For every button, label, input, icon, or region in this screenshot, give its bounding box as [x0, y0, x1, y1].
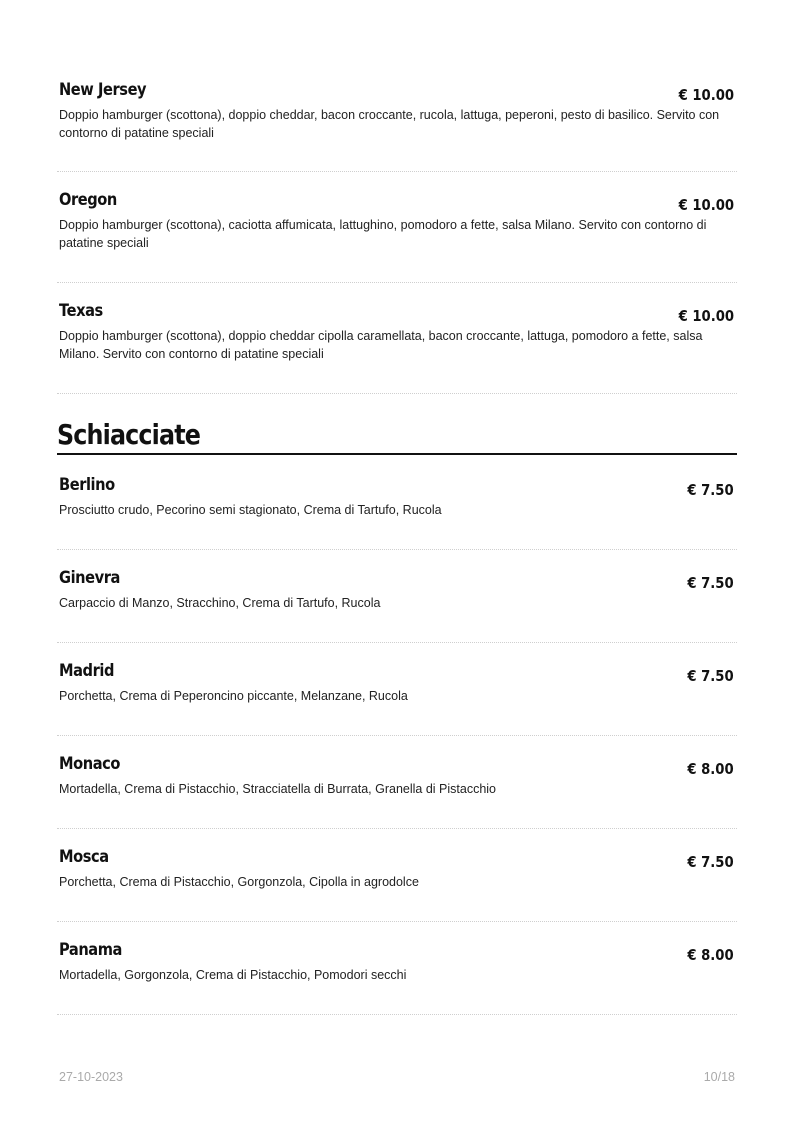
item-name: Oregon: [59, 190, 117, 210]
item-description: Carpaccio di Manzo, Stracchino, Crema di Tartufo, Rucola: [59, 596, 381, 610]
item-price: € 10.00: [678, 86, 734, 104]
item-description: Mortadella, Crema di Pistacchio, Stracciatella di Burrata, Granella di Pistacchio: [59, 782, 496, 796]
item-price: € 7.50: [687, 574, 734, 592]
item-name: New Jersey: [59, 80, 147, 100]
item-price: € 7.50: [687, 481, 734, 499]
menu-item: [57, 754, 737, 829]
item-name: Madrid: [59, 661, 114, 681]
menu-item: [57, 661, 737, 736]
menu-item: [57, 940, 737, 1015]
item-name: Monaco: [59, 754, 121, 774]
item-price: € 10.00: [678, 196, 734, 214]
item-description: Prosciutto crudo, Pecorino semi stagionato, Crema di Tartufo, Rucola: [59, 503, 442, 517]
item-name: Texas: [59, 301, 103, 321]
page-number: 10/18: [703, 1070, 735, 1084]
page-footer: [59, 1070, 735, 1084]
item-price: € 8.00: [687, 946, 734, 964]
item-description: Porchetta, Crema di Peperoncino piccante, Melanzane, Rucola: [59, 689, 408, 703]
item-description: Doppio hamburger (scottona), doppio cheddar cipolla caramellata, bacon croccante, lattuga, pomodoro a fette, salsa Milano. Servito con contorno di patatine speciali: [59, 329, 703, 361]
menu-item: [57, 80, 737, 172]
item-description: Doppio hamburger (scottona), caciotta affumicata, lattughino, pomodoro a fette, salsa Milano. Servito con contorno di patatine speciali: [59, 218, 707, 250]
menu-item: [57, 568, 737, 643]
footer-date: 27-10-2023: [59, 1070, 123, 1084]
menu-item: [57, 475, 737, 550]
menu-item: [57, 847, 737, 922]
item-name: Berlino: [59, 475, 115, 495]
item-price: € 8.00: [687, 760, 734, 778]
item-name: Panama: [59, 940, 122, 960]
item-name: Ginevra: [59, 568, 120, 588]
item-price: € 7.50: [687, 667, 734, 685]
item-description: Porchetta, Crema di Pistacchio, Gorgonzola, Cipolla in agrodolce: [59, 875, 419, 889]
menu-item: [57, 190, 737, 283]
item-price: € 7.50: [687, 853, 734, 871]
item-name: Mosca: [59, 847, 109, 867]
item-price: € 10.00: [678, 307, 734, 325]
menu-item: [57, 301, 737, 394]
item-description: Mortadella, Gorgonzola, Crema di Pistacchio, Pomodori secchi: [59, 968, 407, 982]
section-title: Schiacciate: [57, 418, 737, 455]
item-description: Doppio hamburger (scottona), doppio cheddar, bacon croccante, rucola, lattuga, peperoni, pesto di basilico. Servito con contorno di patatine speciali: [59, 108, 720, 140]
